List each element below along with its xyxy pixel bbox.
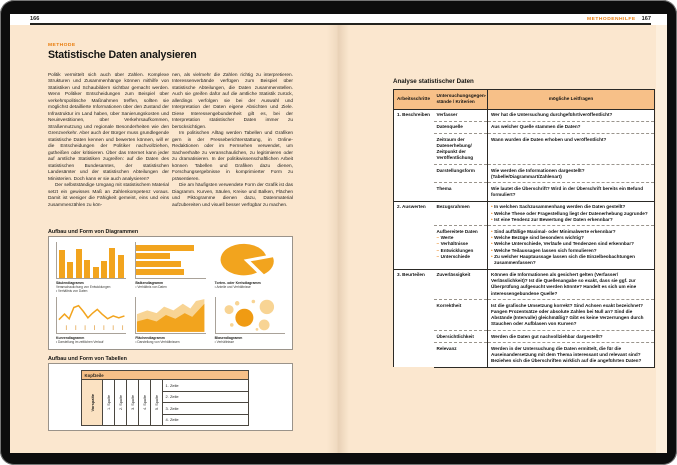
analysis-row	[394, 109, 655, 121]
criterion-bullet-text: Unterschiede	[440, 253, 470, 259]
schematic-table	[81, 370, 249, 426]
book-sheet	[10, 14, 667, 453]
criterion-cell	[434, 343, 488, 368]
saeulendiagramm-caption-line: • Verhältnis von Daten	[56, 289, 88, 294]
column-bar	[76, 249, 82, 279]
criterion-cell	[434, 331, 488, 343]
saeulendiagramm-caption-line: Veranschaulichung von Entwicklungen	[56, 285, 111, 290]
chart-kreisdiagramm	[215, 242, 285, 295]
column-bar	[101, 261, 107, 278]
column-bar	[93, 267, 99, 278]
criterion-bullet-text: Entwicklungen	[440, 247, 474, 253]
questions-cell	[488, 121, 655, 133]
question-line: Aus welcher Quelle stammen die Daten?	[491, 124, 581, 130]
kicker-methode: METHODE	[48, 42, 76, 48]
questions-cell	[488, 226, 655, 269]
question-text: Welche These oder Fragestellung liegt der Datenerhebung zugrunde?	[494, 210, 648, 216]
criterion-cell	[434, 300, 488, 331]
analysis-row	[394, 269, 655, 300]
charts-grid	[49, 237, 292, 349]
saeulendiagramm-caption-line: Säulendiagramm	[56, 280, 84, 285]
step-cell: 2. Auswerten	[394, 201, 434, 269]
schematic-table-body	[81, 380, 249, 426]
kreisdiagramm-caption-line: Torten- oder Kreisdiagramm	[214, 280, 261, 285]
spalte-label: 2. Spalte	[118, 395, 123, 411]
question-line: Wann wurden die Daten erhoben und veröffentlicht?	[491, 136, 607, 142]
column-bar	[59, 250, 65, 278]
bullet-dash: –	[436, 235, 440, 241]
criterion-cell	[434, 164, 488, 182]
schematic-spalte	[151, 380, 163, 425]
kurvendiagramm-plot	[56, 297, 126, 334]
question-line: Können die Informationen als gesichert gelten (Verfasser/ Verlässlichkeit)? Ist die Quellenangabe so exakt, dass sie ggf. zur Überprüfung aufgesucht werden könnte? Handelt es sich um eine interessengebundene Quelle?	[491, 272, 637, 296]
saeulendiagramm-plot	[56, 242, 126, 279]
section-heading-tabellen: Aufbau und Form von Tabellen	[48, 355, 127, 362]
paragraph: nen, als vielmehr die Zahlen richtig zu interpretieren. Interessenverbände verfügen zum Beispiel über statistische Abteilungen, die Daten zusammenstellen. Auch sie greifen dafür auf die amtliche Statistik zurück, allerdings verfolgen sie bei der Auswahl und Interpretation der Daten eigene Absichten und Ziele. Diese Interessengebundenheit gilt es, bei der Interpretation statistischer Daten immer zu berücksichtigen.	[172, 72, 293, 130]
criterion-label: Bezugsrahmen	[436, 204, 470, 210]
analysis-table-title: Analyse statistischer Daten	[393, 77, 474, 85]
piktogramm-plot	[215, 297, 285, 334]
bullet-dash: –	[436, 247, 440, 253]
page-number-left: 166	[30, 15, 40, 22]
diagram-examples-box	[48, 236, 293, 350]
analysis-table	[393, 89, 655, 368]
questions-cell	[488, 134, 655, 165]
zeilen-rows	[163, 380, 248, 425]
question-line: Wer hat die Untersuchung durchgeführt/veröffentlicht?	[491, 112, 613, 118]
bullet-dot: •	[491, 216, 493, 222]
question-text: Ist eine Tendenz zur Bewertung der Daten erkennbar?	[494, 216, 613, 222]
piktogramm-caption-line: • Verhältnisse	[214, 340, 235, 345]
schematic-zeile: 2. Zeile	[163, 392, 248, 404]
spread-gutter-shadow	[327, 25, 349, 453]
piktogramm-caption-line: Blasendiagramm	[214, 335, 243, 340]
kreisdiagramm-caption-line: • Anteile und Verhältnisse	[214, 285, 251, 290]
spalte-label: 5. Spalte	[154, 395, 159, 411]
criterion-bullet	[437, 254, 485, 260]
step-cell: 1. Beschreiben	[394, 109, 434, 201]
kreisdiagramm-plot	[215, 242, 285, 279]
criterion-cell	[434, 226, 488, 269]
criterion-label: Relevanz	[436, 345, 457, 351]
questions-cell	[488, 164, 655, 182]
question-text: Sind auffällige Maximal- oder Minimalwerte erkennbar?	[494, 229, 616, 235]
running-head-label: METHODENHILFE	[587, 16, 636, 22]
flaechendiagramm-plot	[135, 297, 205, 334]
criterion-label: Darstellungsform	[436, 167, 475, 173]
bullet-dot: •	[491, 247, 493, 253]
spalten-columns	[103, 380, 163, 425]
chart-kurvendiagramm	[56, 297, 126, 346]
bullet-dot: •	[491, 210, 493, 216]
bullet-dot: •	[491, 253, 493, 259]
spalte-label: 1. Spalte	[106, 395, 111, 411]
column-bar	[118, 255, 124, 278]
running-head-right	[587, 16, 651, 22]
bullet-dot: •	[491, 229, 493, 235]
question-line: Werden die Daten gut nachvollziehbar dargestellt?	[491, 333, 603, 339]
section-heading-diagramme: Aufbau und Form von Diagrammen	[48, 228, 139, 235]
criterion-bullet-text: Verhältnisse	[440, 241, 468, 247]
column-header-kriterien: Untersuchungsgegen-stände / Kriterien	[434, 89, 488, 109]
schematic-spalte	[103, 380, 115, 425]
body-text-column-2	[172, 73, 293, 210]
page-edge-highlight	[656, 25, 667, 453]
analysis-table-head	[394, 89, 655, 109]
analysis-table-body	[394, 109, 655, 367]
questions-cell	[488, 201, 655, 226]
bullet-dash: –	[436, 241, 440, 247]
questions-cell	[488, 300, 655, 331]
schematic-kopfzeile	[81, 370, 249, 380]
question-text: Zu welcher Hauptaussage lassen sich die Einzelbeobachtungen zusammenfassen?	[494, 253, 635, 265]
questions-cell	[488, 343, 655, 368]
chart-saeulendiagramm	[56, 242, 126, 295]
schematic-zeile: 1. Zeile	[163, 380, 248, 392]
step-cell: 3. Beurteilen	[394, 269, 434, 367]
spalte-label: 3. Spalte	[130, 395, 135, 411]
question-line: Ist die grafische Umsetzung korrekt? Sind Achsen exakt bezeichnet? Fangen Prozentsätze oder absolute Zahlen bei Null an? Sind die Abstände (Intervalle) gleichmäßig? Gibt es keine Verzerrungen durch Stauchen oder Aufblasen von Kurven?	[491, 302, 644, 327]
question-line: Werden in der Untersuchung die Daten ermittelt, die für die Auseinandersetzung mit dem Thema interessant und relevant sind? Beziehen sich die Überschriften wirklich auf die angeführten Daten?	[491, 345, 642, 364]
schematic-spalte	[139, 380, 151, 425]
balkendiagramm-caption-line: • Verhältnis von Daten	[135, 285, 167, 290]
criterion-cell	[434, 134, 488, 165]
horizontal-bar	[136, 269, 184, 275]
question-text: Welche Bezüge sind besonders wichtig?	[494, 235, 584, 241]
question-line	[491, 217, 651, 223]
horizontal-bars	[136, 244, 201, 276]
questions-cell	[488, 109, 655, 121]
questions-cell	[488, 269, 655, 300]
analysis-row	[394, 300, 655, 331]
question-text: In welchen Sachzusammenhang werden die Daten gestellt?	[494, 204, 626, 210]
schematic-spalte	[127, 380, 139, 425]
balkendiagramm-caption-line: Balkendiagramm	[135, 280, 164, 285]
kopfzeile-label: Kopfzeile	[84, 372, 104, 378]
question-text: Welche Teilaussagen lassen sich formulieren?	[494, 247, 597, 253]
paragraph: Der selbstständige Umgang mit statistischem Material setzt ein gewisses Maß an Zahlenkompetenz voraus. Damit ist weniger die Fähigkeit gemeint, eins und eins zusammenzählen zu kön-	[48, 183, 169, 208]
paragraph: Die am häufigsten verwendete Form der Grafik ist das Diagramm. Kurven, Säulen, Kreise und Balken, Flächen und Piktogramme dienen dazu, Datenmaterial aufzubereiten und visuell besser verfügbar zu machen.	[172, 183, 293, 208]
chart-piktogramm	[215, 297, 285, 346]
question-line	[491, 254, 651, 266]
paragraph: Im politischen Alltag werden Tabellen und Grafiken gern in der Presseberichterstattung, in Online-Redaktionen oder im Fernsehen verwendet, um Sachverhalte zu veranschaulichen, zu legitimieren oder zu dramatisieren. In der politikwissenschaftlichen Arbeit können Tabellen und Grafiken dazu dienen, Forschungsergebnisse in komprimierter Form zu präsentieren.	[172, 131, 293, 182]
schematic-vorspalte	[82, 380, 103, 425]
analysis-table-wrap	[393, 89, 655, 368]
criterion-label: Aufbereitete Daten	[436, 229, 478, 235]
paragraph: Politik vermittelt sich auch über Zahlen. Komplexe Strukturen und Zusammenhänge können mithilfe von Statistiken und Schaubildern sichtbar gemacht werden. Wenn Politiker Entscheidungen zum Beispiel über verkehrspolitische Maßnahmen treffen, sollten sie möglichst detaillierte Informationen über den Zustand der Infrastruktur im Land haben, über Sanierungskosten und Neuinvestitionen, über Verkehrsaufkommen, Straßennutzung und regionale Besonderheiten wie den Grenzverkehr. Aber auch der Bürger muss grundlegende statistische Daten kennen und bewerten können, will er die Entscheidungen der Politiker nachvollziehen, gutheißen oder kritisieren. Über das Internet kann jeder auf amtliche Statistiken zugreifen: auf die Daten des statistischen Bundesamtes, der statistischen Landesämter und der statistischen Abteilungen der Ministerien. Doch kann er sie auch analysieren?	[48, 72, 169, 182]
column-header-arbeitsschritte: Arbeitsschritte	[394, 89, 434, 109]
criterion-label: Thema	[436, 186, 452, 191]
column-bars	[59, 242, 124, 278]
analysis-row	[394, 164, 655, 182]
chart-balkendiagramm	[135, 242, 205, 295]
column-bar	[109, 248, 115, 279]
flaechendiagramm-caption-line: Flächendiagramm	[135, 335, 165, 340]
kurvendiagramm-caption-line: • Darstellung im zeitlichen Verlauf	[56, 340, 104, 345]
criterion-label: Verfasser	[436, 112, 458, 118]
criterion-cell	[434, 109, 488, 121]
column-bar	[67, 262, 73, 278]
chart-flaechendiagramm	[135, 297, 205, 346]
vorspalte-label: Vorspalte	[89, 393, 95, 412]
analysis-row	[394, 331, 655, 343]
criterion-cell	[434, 201, 488, 226]
table-example-box	[48, 363, 293, 431]
questions-cell	[488, 331, 655, 343]
question-line: Wie werden die Informationen dargestellt? (Tabelle/Diagrammart/Zahlenart)	[491, 167, 585, 179]
criterion-cell	[434, 183, 488, 201]
analysis-row	[394, 343, 655, 368]
bullet-dot: •	[491, 204, 493, 210]
balkendiagramm-plot	[135, 242, 205, 279]
criterion-label: Korrektheit	[436, 302, 462, 308]
criterion-cell	[434, 269, 488, 300]
horizontal-bar	[136, 253, 170, 259]
criterion-cell	[434, 121, 488, 133]
analysis-row	[394, 134, 655, 165]
analysis-row	[394, 201, 655, 226]
bullet-dot: •	[491, 241, 493, 247]
criterion-label: Zuverlässigkeit	[436, 272, 471, 278]
kurvendiagramm-caption-line: Kurvendiagramm	[56, 335, 85, 340]
column-header-leitfragen: mögliche Leitfragen	[488, 89, 655, 109]
question-text: Welche Unterschiede, Verläufe und Tendenzen sind erkennbar?	[494, 241, 634, 247]
analysis-row	[394, 121, 655, 133]
bullet-dash: –	[436, 253, 440, 259]
page-title: Statistische Daten analysieren	[48, 49, 197, 62]
questions-cell	[488, 183, 655, 201]
criterion-label: Übersichtlichkeit	[436, 333, 474, 339]
bullet-dot: •	[491, 235, 493, 241]
schematic-zeile: 4. Zeile	[165, 417, 179, 423]
schematic-zeile: 3. Zeile	[163, 403, 248, 415]
column-bar	[84, 260, 90, 278]
body-text-column-1	[48, 73, 169, 210]
criterion-label: Zeitraum der Datenerhebung/ Zeitpunkt der Veröffentlichung	[436, 136, 474, 161]
criterion-label: Datenquelle	[436, 124, 463, 130]
page-background	[10, 25, 667, 453]
horizontal-bar	[136, 245, 193, 251]
schematic-spalte	[115, 380, 127, 425]
spalte-label: 4. Spalte	[142, 395, 147, 411]
page-number-right: 167	[641, 15, 651, 22]
analysis-row	[394, 183, 655, 201]
criterion-bullet-text: Werte	[440, 235, 454, 241]
flaechendiagramm-caption-line: • Darstellung von Verhältnissen	[135, 340, 180, 345]
analysis-row	[394, 226, 655, 269]
horizontal-bar	[136, 261, 180, 267]
question-line: Wie lautet die Überschrift? Wird in der Überschrift bereits ein Befund formuliert?	[491, 186, 644, 198]
